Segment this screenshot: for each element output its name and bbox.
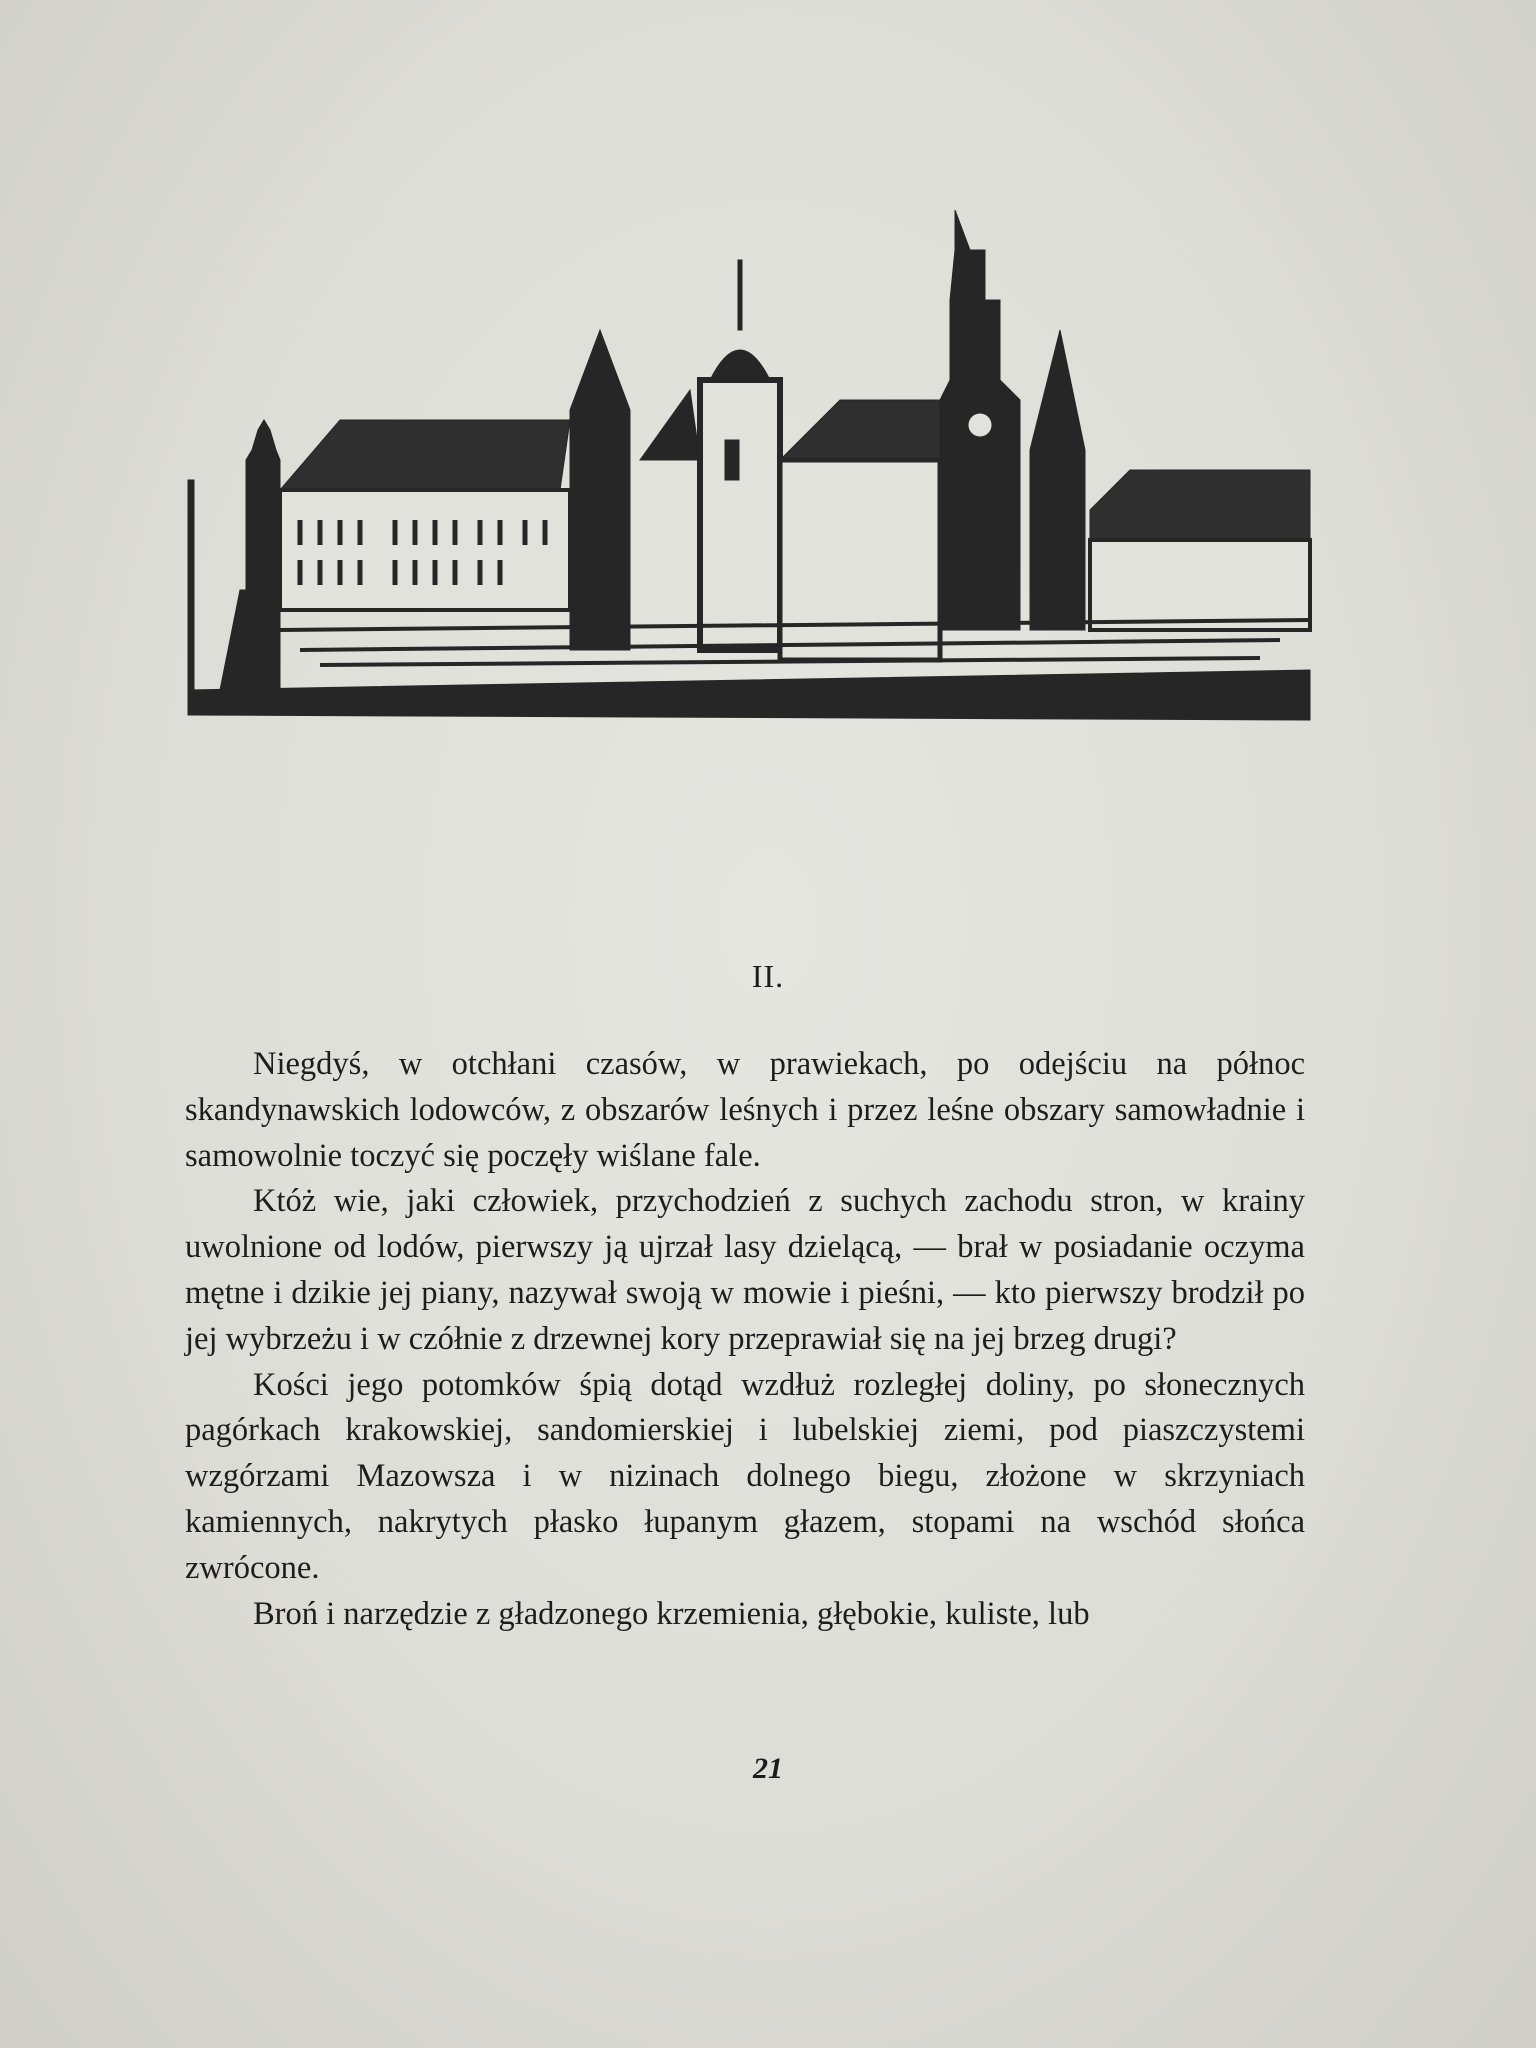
body-text xyxy=(185,1042,1305,1637)
illustration-chapel-window xyxy=(725,440,739,480)
illustration-dome-spire xyxy=(738,260,742,330)
illustration-roof-cathedral xyxy=(780,400,940,460)
illustration-middle-tower xyxy=(570,330,630,650)
illustration-ground xyxy=(188,670,1310,720)
illustration-roof-right xyxy=(1090,470,1310,540)
illustration-roof-left xyxy=(280,420,570,490)
illustration-spire xyxy=(1030,330,1085,630)
illustration-roof-mid xyxy=(640,390,700,460)
illustration-post xyxy=(188,480,194,695)
page-number: 21 xyxy=(753,1752,783,1785)
chapter-heading: II. xyxy=(751,958,785,994)
illustration-clock-face xyxy=(968,413,992,437)
illustration-chapel xyxy=(700,380,780,650)
illustration-building-right xyxy=(1090,540,1310,630)
wawel-castle-illustration xyxy=(180,210,1320,730)
paragraph: Niegdyś, w otchłani czasów, w prawiekach, po odejściu na północ skandynawskich lodowców, z obszarów leśnych i przez leśne obszary samowładnie i samowolnie toczyć się poczęły wiślane fale. xyxy=(185,1046,1305,1174)
paragraph: Kości jego potomków śpią dotąd wzdłuż rozległej doliny, po słonecznych pagórkach krakowskiej, sandomierskiej i lubelskiej ziemi, pod piaszczystemi wzgórzami Mazowsza i w nizinach dolnego biegu, złożone w skrzyniach kamiennych, nakrytych płasko łupanym głazem, stopami na wschód słońca zwrócone. xyxy=(185,1366,1305,1586)
illustration-dome xyxy=(710,350,770,380)
illustration-cathedral xyxy=(780,460,940,660)
illustration-left-wall xyxy=(220,590,258,690)
paragraph: Któż wie, jaki człowiek, przychodzień z suchych zachodu stron, w krainy uwolnione od lodów, pierwszy ją ujrzał lasy dzielącą, — brał w posiadanie oczyma mętne i dzikie jej piany, nazywał swoją w mowie i pieśni, — kto pierwszy brodził po jej wybrzeżu i w czółnie z drzewnej kory przeprawiał się na jej brzeg drugi? xyxy=(185,1183,1305,1357)
paragraph: Broń i narzędzie z gładzonego krzemienia, głębokie, kuliste, lub xyxy=(253,1595,1090,1632)
illustration-building-left xyxy=(280,490,570,610)
